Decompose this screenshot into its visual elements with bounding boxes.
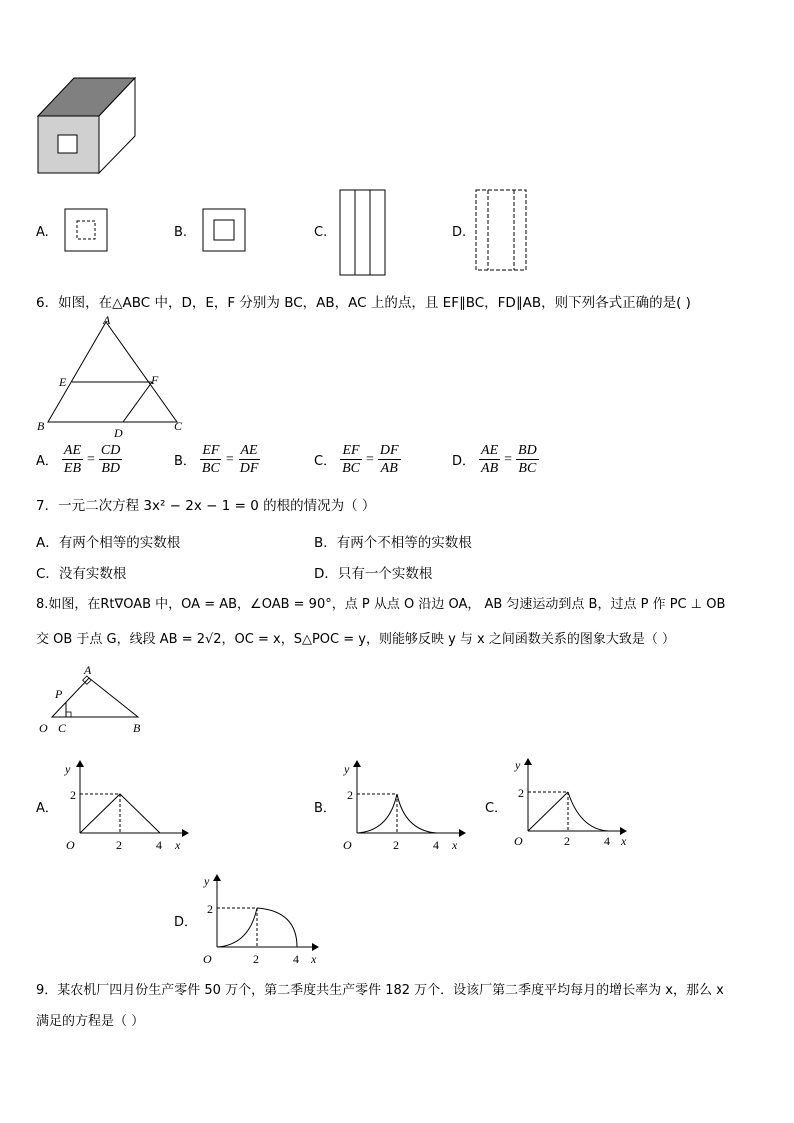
q8-option-d-label: D． — [174, 915, 198, 930]
q5-option-c-figure — [339, 189, 387, 277]
q5-option-d-label: D. — [452, 225, 467, 240]
q8-option-c-label: C． — [485, 801, 508, 816]
graph-b-origin: O — [343, 838, 352, 852]
graph-d-origin: O — [203, 952, 212, 966]
q8-option-b-label: B． — [314, 801, 336, 816]
fig8-label-a: A — [84, 663, 92, 677]
graph-d-tick-2y: 2 — [207, 902, 213, 916]
q6-option-a: A． $\frac{AE}{EB}$ = $\frac{CD}{BD}$ — [36, 443, 121, 476]
graph-b-tick-2x: 2 — [393, 838, 399, 852]
fig8-label-p: P — [55, 687, 63, 701]
graph-c-tick-2x: 2 — [564, 834, 570, 848]
q7-option-d: D．只有一个实数根 — [314, 566, 433, 582]
q8-stem-line2: 交 OB 于点 G，线段 AB = 2√2，OC = x，S△POC = y，则能够反映 y 与 x 之间函数关系的图象大致是（ ） — [36, 632, 676, 647]
q5-option-b-figure — [202, 208, 247, 253]
q6-triangle-figure — [34, 312, 194, 440]
q5-option-d-figure — [475, 189, 528, 272]
q6-option-d: D． $\frac{AE}{AB}$ = $\frac{BD}{BC}$ — [452, 443, 537, 476]
q5-option-a-figure — [64, 208, 109, 253]
fig6-label-e: E — [59, 375, 67, 389]
graph-d-x-label: x — [311, 952, 317, 966]
q7-option-a: A．有两个相等的实数根 — [36, 535, 181, 551]
q8-stem-line1: 8.如图，在Rt∇OAB 中，OA = AB，∠OAB = 90°，点 P 从点 O 沿边 OA， AB 匀速运动到点 B，过点 P 作 PC ⊥ OB — [36, 597, 726, 612]
graph-c-tick-2y: 2 — [518, 786, 524, 800]
graph-d-tick-2x: 2 — [253, 952, 259, 966]
fig8-label-c: C — [58, 721, 67, 735]
graph-d-y-label: y — [204, 874, 210, 888]
graph-c-y-label: y — [515, 758, 521, 772]
graph-a-tick-2x: 2 — [116, 838, 122, 852]
box-front-hole — [58, 135, 77, 153]
fig6-label-f: F — [151, 373, 159, 387]
graph-c-origin: O — [514, 834, 523, 848]
q5-option-b-label: B. — [174, 225, 188, 240]
q8-graph-a — [60, 757, 190, 853]
q8-option-a-label: A． — [36, 801, 58, 816]
q8-triangle-figure — [36, 662, 150, 738]
q9-line2: 满足的方程是（ ） — [36, 1014, 145, 1029]
graph-a-origin: O — [66, 838, 75, 852]
q9-line1: 9．某农机厂四月份生产零件 50 万个，第二季度共生产零件 182 万个．设该厂第二季度平均每月的增长率为 x，那么 x — [36, 983, 724, 998]
fig8-label-b: B — [133, 721, 141, 735]
graph-b-y-label: y — [344, 762, 350, 776]
q7-stem: 7．一元二次方程 3x² − 2x − 1 = 0 的根的情况为（ ） — [36, 498, 376, 514]
box-3d-figure — [36, 76, 138, 176]
graph-b-tick-2y: 2 — [347, 788, 353, 802]
q8-graph-b — [337, 757, 467, 853]
q8-graph-c — [508, 755, 638, 851]
fig6-label-b: B — [37, 419, 45, 433]
graph-d-tick-4x: 4 — [293, 952, 299, 966]
graph-a-tick-2y: 2 — [70, 788, 76, 802]
graph-a-x-label: x — [175, 838, 181, 852]
q7-option-b: B．有两个不相等的实数根 — [314, 535, 472, 551]
graph-b-tick-4x: 4 — [433, 838, 439, 852]
q8-graph-d — [197, 871, 327, 967]
q7-option-c: C．没有实数根 — [36, 566, 127, 582]
q6-option-b: B． $\frac{EF}{BC}$ = $\frac{AE}{DF}$ — [174, 443, 259, 476]
graph-a-tick-4x: 4 — [156, 838, 162, 852]
fig6-label-a: A — [103, 313, 111, 327]
q5-option-a-label: A. — [36, 225, 49, 240]
graph-b-x-label: x — [452, 838, 458, 852]
graph-c-tick-4x: 4 — [604, 834, 610, 848]
q6-stem: 6．如图，在△ABC 中，D，E，F 分别为 BC，AB，AC 上的点，且 EF∥BC，FD∥AB，则下列各式正确的是( ) — [36, 295, 691, 311]
graph-c-x-label: x — [621, 834, 627, 848]
fig8-label-o: O — [39, 721, 48, 735]
graph-a-y-label: y — [65, 762, 71, 776]
q5-option-c-label: C. — [314, 225, 328, 240]
fig6-label-d: D — [114, 426, 123, 440]
q6-option-c: C． $\frac{EF}{BC}$ = $\frac{DF}{AB}$ — [314, 443, 399, 476]
fig6-label-c: C — [174, 419, 183, 433]
